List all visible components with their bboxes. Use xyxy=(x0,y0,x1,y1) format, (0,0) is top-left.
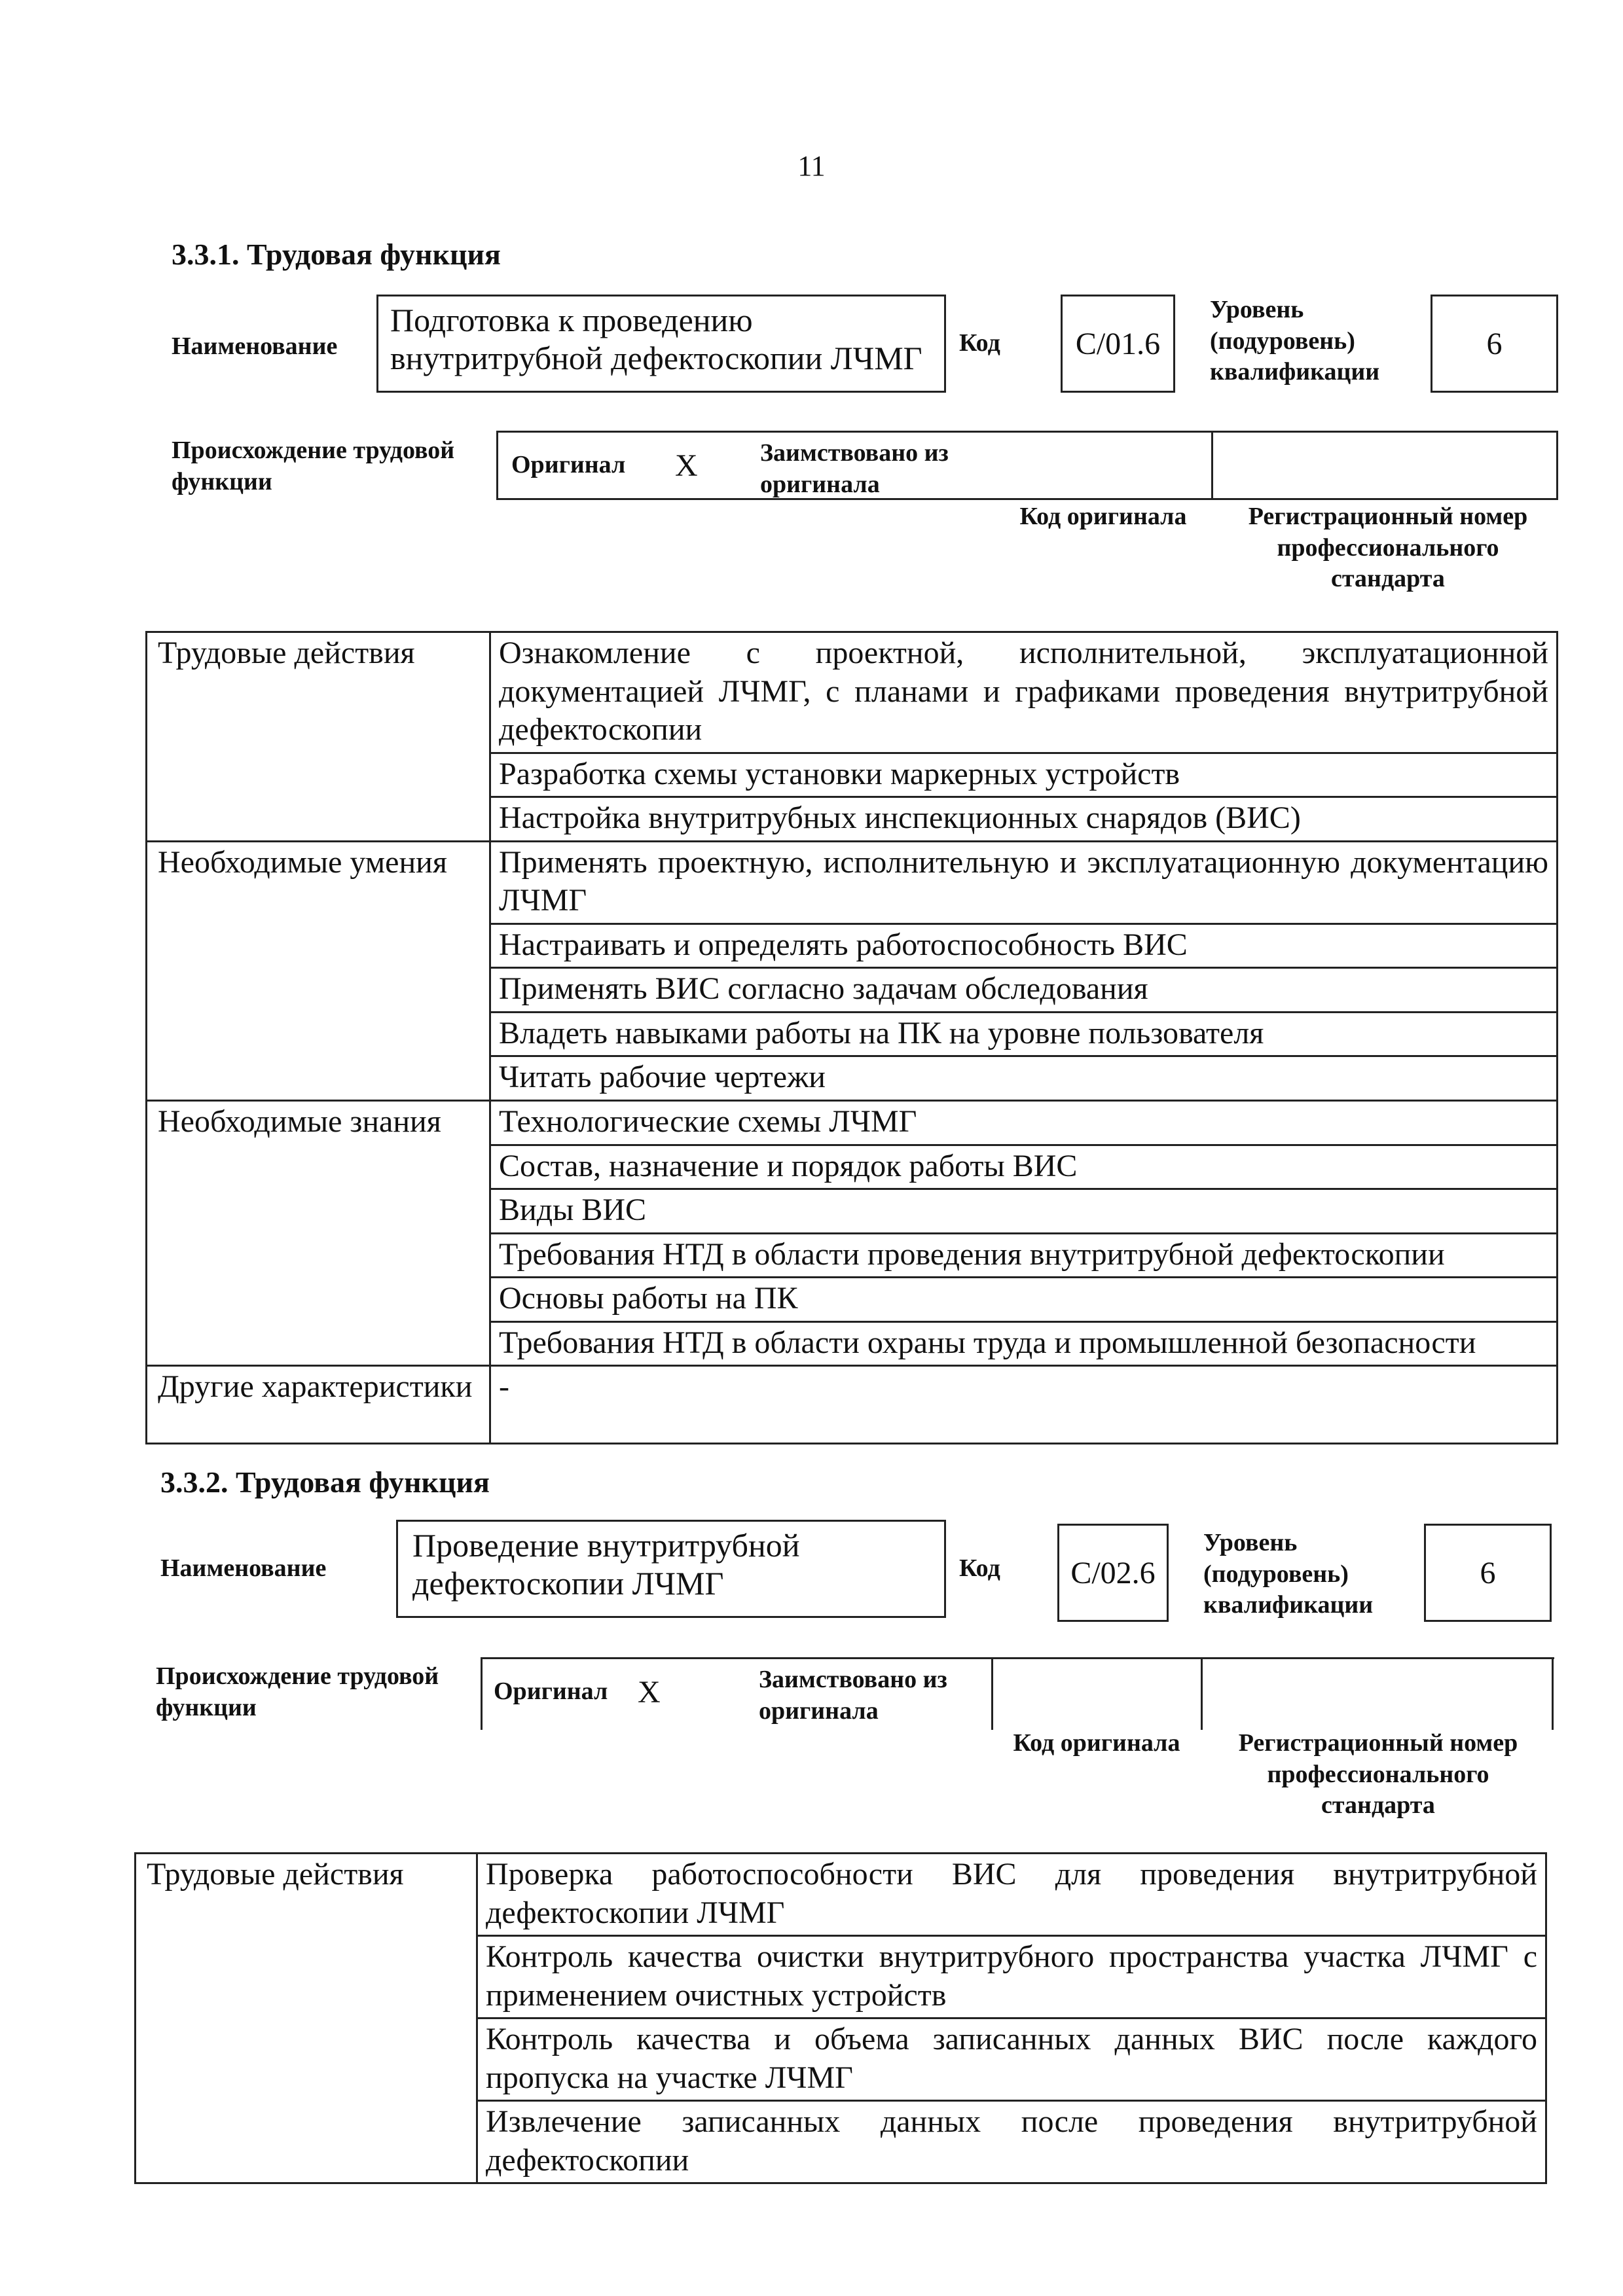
original-mark: X xyxy=(675,448,698,483)
origin-divider xyxy=(1552,1659,1554,1730)
table-item: - xyxy=(490,1366,1558,1444)
table-item: Читать рабочие чертежи xyxy=(490,1056,1558,1101)
origin-divider xyxy=(481,1659,483,1730)
table-row xyxy=(147,1101,1558,1145)
name-label: Наименование xyxy=(160,1554,327,1583)
table-item: Требования НТД в области охраны труда и промышленной безопасности xyxy=(490,1321,1558,1366)
function-name-value: Проведение внутритрубной дефектоскопии ЛЧМГ xyxy=(412,1527,800,1602)
table-item: Настройка внутритрубных инспекционных снарядов (ВИС) xyxy=(490,797,1558,842)
original-label: Оригинал xyxy=(494,1677,608,1706)
original-label: Оригинал xyxy=(511,451,626,479)
level-value: 6 xyxy=(1486,326,1503,361)
table-item: Технологические схемы ЛЧМГ xyxy=(490,1101,1558,1145)
work-function-table xyxy=(145,631,1558,1444)
table-item: Требования НТД в области проведения внутритрубной дефектоскопии xyxy=(490,1233,1558,1278)
function-name-box xyxy=(376,295,946,393)
table-row xyxy=(147,841,1558,924)
borrowed-label: Заимствовано из оригинала xyxy=(760,439,949,498)
level-label: Уровень (подуровень) квалификации xyxy=(1210,296,1380,386)
origin-divider xyxy=(1201,1659,1203,1730)
category-cell: Трудовые действия xyxy=(147,632,490,842)
origin-box xyxy=(496,431,1558,500)
table-item: Владеть навыками работы на ПК на уровне пользователя xyxy=(490,1012,1558,1056)
origin-box xyxy=(481,1657,1554,1731)
origin-label: Происхождение трудовой функции xyxy=(172,437,455,495)
level-value: 6 xyxy=(1480,1555,1496,1590)
category-cell: Необходимые знания xyxy=(147,1101,490,1366)
table-item: Применять ВИС согласно задачам обследования xyxy=(490,968,1558,1013)
level-value-box xyxy=(1424,1524,1552,1622)
code-value-box xyxy=(1057,1524,1169,1622)
code-original-label: Код оригинала xyxy=(1013,1729,1180,1757)
table-item: Ознакомление с проектной, исполнительной, эксплуатационной документацией ЛЧМГ, с планами и графиками проведения внутритрубной дефектоскопии xyxy=(490,632,1558,753)
category-cell: Необходимые умения xyxy=(147,841,490,1100)
work-function-table xyxy=(134,1852,1547,2184)
table-item: Основы работы на ПК xyxy=(490,1278,1558,1322)
code-value: C/02.6 xyxy=(1070,1555,1156,1590)
origin-divider xyxy=(1211,433,1213,498)
category-cell: Трудовые действия xyxy=(136,1854,477,2183)
category-cell: Другие характеристики xyxy=(147,1366,490,1444)
section-title: 3.3.2. Трудовая функция xyxy=(160,1465,490,1499)
function-name-value: Подготовка к проведению внутритрубной дефектоскопии ЛЧМГ xyxy=(390,302,922,376)
origin-divider xyxy=(991,1659,993,1730)
borrowed-label: Заимствовано из оригинала xyxy=(759,1666,947,1725)
code-label: Код xyxy=(959,1554,1000,1583)
code-label: Код xyxy=(959,329,1000,357)
table-item: Проверка работоспособности ВИС для проведения внутритрубной дефектоскопии ЛЧМГ xyxy=(477,1854,1546,1936)
level-label: Уровень (подуровень) квалификации xyxy=(1203,1529,1374,1619)
section-title: 3.3.1. Трудовая функция xyxy=(172,238,501,271)
level-value-box xyxy=(1431,295,1558,393)
table-row xyxy=(136,1854,1546,1936)
page-number: 11 xyxy=(797,150,826,182)
reg-number-label: Регистрационный номер профессионального стандарта xyxy=(1248,503,1528,592)
function-name-box xyxy=(396,1520,946,1618)
code-original-label: Код оригинала xyxy=(1019,503,1187,530)
name-label: Наименование xyxy=(172,332,338,361)
table-row xyxy=(147,632,1558,753)
code-value: C/01.6 xyxy=(1075,326,1161,361)
table-row xyxy=(147,1366,1558,1444)
reg-number-label: Регистрационный номер профессионального стандарта xyxy=(1238,1729,1518,1819)
table-item: Настраивать и определять работоспособность ВИС xyxy=(490,924,1558,968)
table-item: Состав, назначение и порядок работы ВИС xyxy=(490,1145,1558,1189)
table-item: Контроль качества и объема записанных данных ВИС после каждого пропуска на участке ЛЧМГ xyxy=(477,2018,1546,2101)
original-mark: X xyxy=(638,1674,661,1710)
table-item: Разработка схемы установки маркерных устройств xyxy=(490,753,1558,797)
table-item: Применять проектную, исполнительную и эксплуатационную документацию ЛЧМГ xyxy=(490,841,1558,924)
table-item: Виды ВИС xyxy=(490,1189,1558,1234)
table-item: Контроль качества очистки внутритрубного пространства участка ЛЧМГ с применением очистных устройств xyxy=(477,1936,1546,2018)
table-item: Извлечение записанных данных после проведения внутритрубной дефектоскопии xyxy=(477,2101,1546,2183)
origin-label: Происхождение трудовой функции xyxy=(156,1662,439,1721)
code-value-box xyxy=(1061,295,1175,393)
